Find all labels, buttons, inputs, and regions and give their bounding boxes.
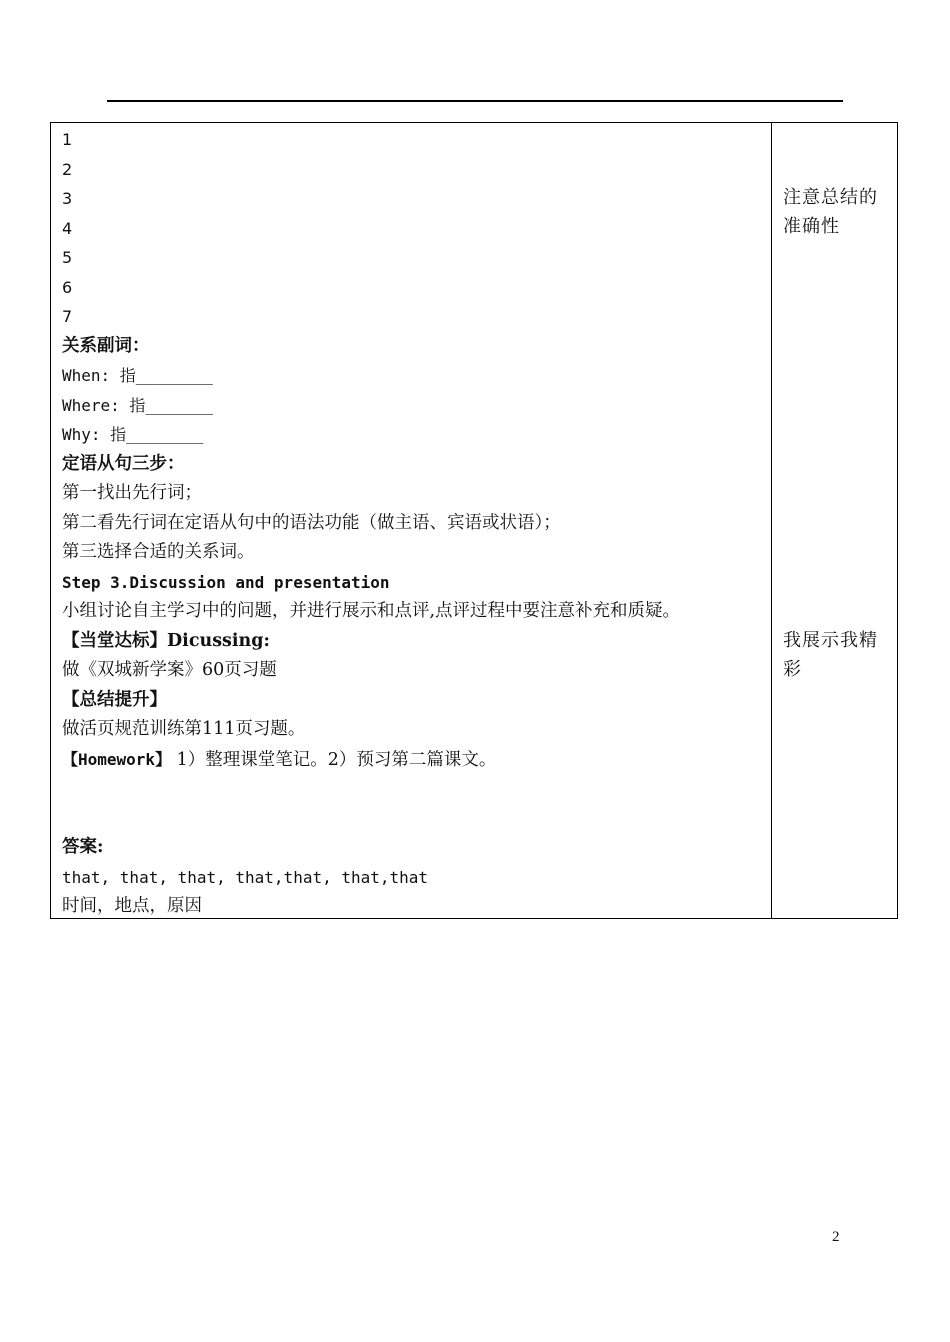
in-class-body: 做《双城新学案》60页习题 [62, 660, 277, 680]
adverb-when-line: When: 指________ [62, 366, 213, 385]
page-number: 2 [832, 1229, 840, 1245]
adverb-why-line: Why: 指________ [62, 425, 204, 444]
relative-adverbs-heading: 关系副词： [62, 335, 150, 356]
step-one-text: 第一找出先行词； [62, 483, 202, 503]
step-three-text: 第三选择合适的关系词。 [62, 542, 255, 562]
numbered-line-4: 4 [62, 218, 73, 238]
side-note-showcase: 我展示我精彩 [783, 630, 878, 680]
numbered-line-3: 3 [62, 189, 73, 208]
numbered-line-2: 2 [62, 159, 73, 179]
main-content-cell [62, 125, 767, 922]
summary-body: 做活页规范训练第111页习题。 [62, 719, 306, 739]
numbered-line-6: 6 [62, 277, 73, 297]
side-note-accuracy: 注意总结的准确性 [783, 187, 878, 237]
homework-line [62, 745, 767, 775]
adverb-where-line: Where: 指_______ [62, 395, 213, 415]
lesson-table [50, 122, 898, 919]
summary-heading: 【总结提升】 [62, 689, 167, 710]
in-class-heading: 【当堂达标】Dicussing: [62, 630, 270, 651]
column-divider [771, 123, 772, 918]
header-rule [107, 100, 843, 102]
answers-heading: 答案: [62, 837, 104, 857]
numbered-line-1: 1 [62, 130, 73, 149]
step3-body: 小组讨论自主学习中的问题，并进行展示和点评,点评过程中要注意补充和质疑。 [62, 601, 681, 621]
homework-body: 1）整理课堂笔记。2）预习第二篇课文。 [171, 749, 497, 770]
step-two-text: 第二看先行词在定语从句中的语法功能（做主语、宾语或状语）； [62, 512, 561, 533]
answers-line-2: 时间，地点，原因 [62, 896, 202, 916]
numbered-line-7: 7 [62, 307, 73, 326]
numbered-line-5: 5 [62, 248, 73, 267]
homework-label: 【Homework】 [62, 749, 172, 769]
step3-heading: Step 3.Discussion and presentation [62, 572, 390, 592]
answers-line-1: that, that, that, that,that, that,that [62, 867, 429, 887]
three-steps-heading: 定语从句三步： [62, 453, 185, 474]
spacer [62, 774, 767, 833]
